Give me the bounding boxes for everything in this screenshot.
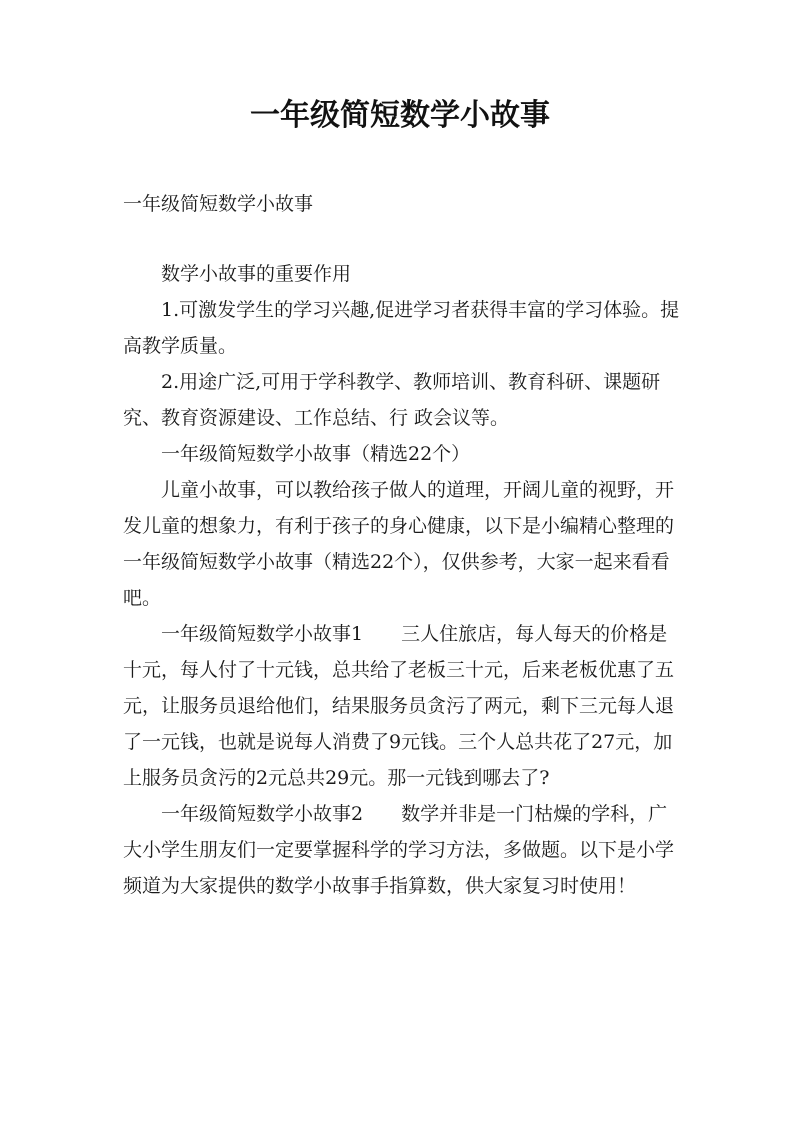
story-1-text: 三人住旅店，每人每天的价格是十元，每人付了十元钱，总共给了老板三十元，后来老板优惠了五元，让服务员退给他们，结果服务员贪污了两元，剩下三元每人退了一元钱，也就是说每人消费了9元钱。三个人总共花了27元，加上服务员贪污的2元总共29元。那一元钱到哪去了? bbox=[123, 623, 675, 789]
document-title: 一年级简短数学小故事 bbox=[250, 98, 550, 133]
paragraph-selection-heading: 一年级简短数学小故事（精选22个） bbox=[161, 443, 471, 465]
story-2 bbox=[123, 796, 683, 904]
story-1-heading: 一年级简短数学小故事1 bbox=[161, 623, 364, 645]
paragraph-point-1: 1.可激发学生的学习兴趣,促进学习者获得丰富的学习体验。提高教学质量。 bbox=[123, 299, 680, 357]
document-body bbox=[123, 256, 683, 904]
paragraph-importance-heading: 数学小故事的重要作用 bbox=[161, 263, 352, 285]
paragraph-point-2: 2.用途广泛,可用于学科教学、教师培训、教育科研、课题研究、教育资源建设、工作总结、行 政会议等。 bbox=[123, 371, 661, 429]
story-2-text: 数学并非是一门枯燥的学科，广大小学生朋友们一定要掌握科学的学习方法，多做题。以下是小学频道为大家提供的数学小故事手指算数，供大家复习时使用！ bbox=[123, 803, 675, 897]
story-1 bbox=[123, 616, 683, 796]
story-2-heading: 一年级简短数学小故事2 bbox=[161, 803, 364, 825]
document-subtitle: 一年级简短数学小故事 bbox=[123, 193, 314, 215]
paragraph-intro: 儿童小故事，可以教给孩子做人的道理，开阔儿童的视野，开发儿童的想象力，有利于孩子的身心健康，以下是小编精心整理的一年级简短数学小故事（精选22个），仅供参考，大家一起来看看吧。 bbox=[123, 479, 675, 609]
